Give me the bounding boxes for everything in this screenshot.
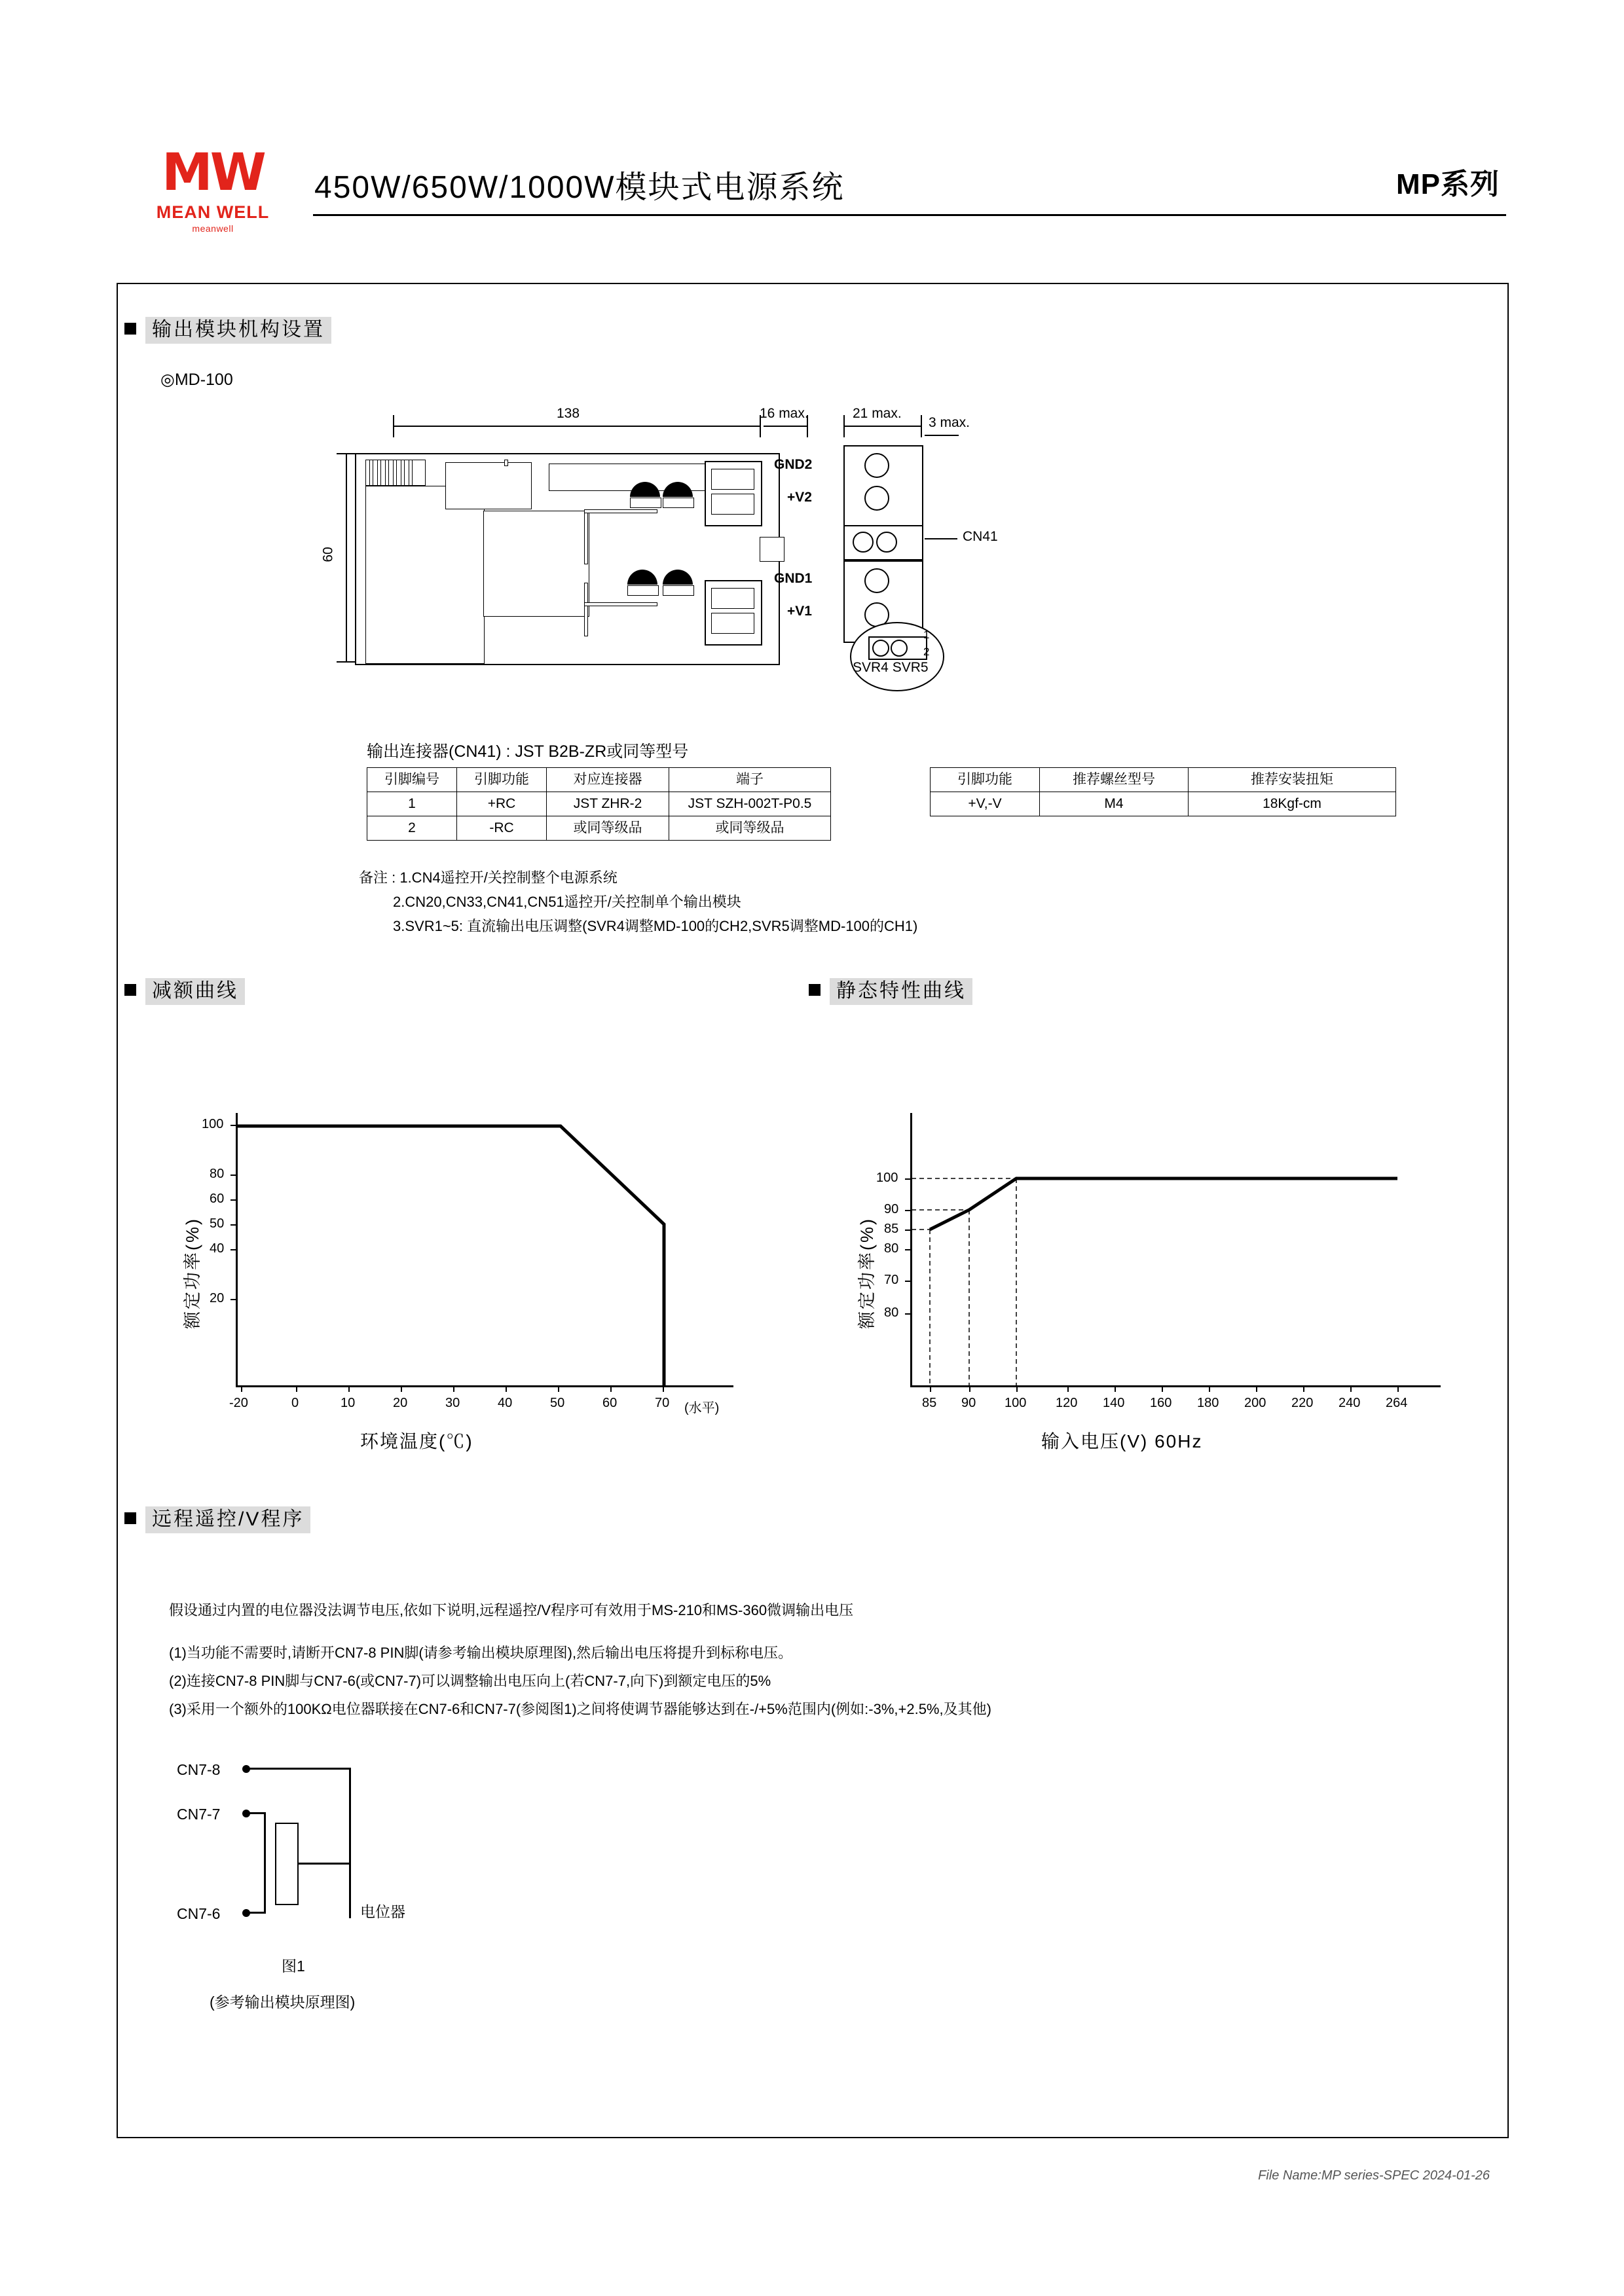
cell-r2c4: 或同等级品	[669, 816, 831, 841]
cell-t2r1c3: 18Kgf-cm	[1189, 792, 1396, 816]
screw-torque-table	[930, 767, 1396, 816]
header-divider	[313, 214, 1506, 216]
dim-tick-left	[393, 415, 394, 437]
logo-brand-name: MEAN WELL	[156, 202, 270, 222]
derating-chart	[183, 1113, 779, 1453]
mech-notes	[359, 866, 917, 938]
potentiometer-symbol	[275, 1823, 299, 1905]
y-axis-title: 额定功率(%)	[183, 1217, 202, 1329]
th-fn: 引脚功能	[931, 768, 1040, 792]
cell-r2c2: -RC	[457, 816, 547, 841]
y-axis-title: 额定功率(%)	[857, 1217, 877, 1329]
dim-tick-21l	[843, 415, 845, 437]
table-row	[931, 792, 1396, 816]
label-cn7-8: CN7-8	[177, 1761, 221, 1778]
component-a	[445, 462, 532, 509]
x-tick-264: 264	[1386, 1396, 1408, 1410]
th-torque: 推荐安装扭矩	[1189, 768, 1396, 792]
x-tick-0: 0	[291, 1396, 299, 1410]
table-row	[367, 792, 831, 816]
wire-mid	[246, 1812, 266, 1814]
label-figure-note: (参考输出模块原理图)	[210, 1994, 356, 2011]
cell-r1c4: JST SZH-002T-P0.5	[669, 792, 831, 816]
y-tick-70: 70	[884, 1273, 899, 1287]
section-heading-static	[809, 974, 972, 1003]
x-axis-title: 输入电压(V) 60Hz	[1041, 1431, 1203, 1451]
series-label: MP系列	[1396, 168, 1500, 200]
label-num2: 2	[923, 646, 930, 658]
dim-label-60: 60	[320, 547, 336, 562]
label-cn41: CN41	[963, 529, 998, 544]
screw-icon-v2	[864, 486, 889, 511]
dim-label-138: 138	[557, 406, 580, 421]
square-bullet-icon	[124, 984, 136, 996]
x-tick-160: 160	[1150, 1396, 1172, 1410]
x-tick-20: 20	[393, 1396, 408, 1410]
label-cn7-6: CN7-6	[177, 1905, 221, 1922]
x-tick-85: 85	[922, 1396, 937, 1410]
table-header-row	[931, 768, 1396, 792]
label-v2: +V2	[787, 490, 812, 505]
pcb-region-left	[365, 486, 485, 664]
cell-r1c3: JST ZHR-2	[547, 792, 669, 816]
x-tick-m20: -20	[229, 1396, 248, 1410]
note-3: 3.SVR1~5: 直流输出电压调整(SVR4调整MD-100的CH2,SVR5调整MD-100的CH1)	[393, 918, 918, 934]
section-heading-derating-label: 减额曲线	[145, 978, 245, 1005]
section-heading-derating	[124, 974, 245, 1003]
cell-r1c2: +RC	[457, 792, 547, 816]
mechanical-drawing	[320, 406, 1257, 707]
y-tick-100: 100	[202, 1117, 224, 1131]
dim-line-21	[843, 426, 921, 427]
derating-curve	[196, 1113, 779, 1421]
section-heading-remote-label: 远程遥控/V程序	[145, 1506, 310, 1533]
cell-r2c1: 2	[367, 816, 457, 841]
section-heading-remote	[124, 1503, 310, 1531]
logo-brand-sub: meanwell	[192, 223, 234, 234]
dim-line-16	[764, 426, 807, 427]
y-tick-85: 85	[884, 1222, 899, 1236]
x-tick-50: 50	[550, 1396, 565, 1410]
cell-t2r1c1: +V,-V	[931, 792, 1040, 816]
model-label-md100: ◎MD-100	[160, 371, 233, 389]
square-bullet-icon	[809, 984, 821, 996]
square-bullet-icon	[124, 323, 136, 335]
table-row	[367, 816, 831, 841]
meanwell-logo	[131, 143, 295, 234]
x-tick-140: 140	[1103, 1396, 1125, 1410]
x-tick-70: 70	[655, 1396, 670, 1410]
screw-icon-gnd1	[864, 568, 889, 593]
remote-line-1: (1)当功能不需要时,请断开CN7-8 PIN脚(请参考输出模块原理图),然后输出电压将提升到标称电压。	[169, 1645, 793, 1661]
y-tick-80b: 80	[884, 1305, 899, 1320]
wire-right	[349, 1768, 351, 1918]
dim-line-60	[346, 453, 347, 663]
cell-t2r1c2: M4	[1040, 792, 1189, 816]
th-screw: 推荐螺丝型号	[1040, 768, 1189, 792]
remote-schematic	[164, 1755, 622, 2016]
square-bullet-icon	[124, 1512, 136, 1524]
x-tick-60: 60	[602, 1396, 618, 1410]
y-tick-20: 20	[210, 1291, 225, 1305]
section-heading-mech-label: 输出模块机构设置	[145, 317, 331, 344]
x-axis-title: 环境温度(℃)	[360, 1431, 473, 1451]
label-potentiometer: 电位器	[360, 1903, 405, 1920]
screw-icon-gnd2	[864, 453, 889, 478]
th-terminal: 端子	[669, 768, 831, 792]
dim-label-21max: 21 max.	[853, 406, 902, 421]
cell-r1c1: 1	[367, 792, 457, 816]
x-tick-40: 40	[498, 1396, 513, 1410]
component-b	[483, 511, 589, 617]
wire-top	[246, 1768, 351, 1770]
th-mating: 对应连接器	[547, 768, 669, 792]
static-chart	[857, 1113, 1467, 1453]
y-tick-60: 60	[210, 1192, 225, 1206]
y-tick-80: 80	[210, 1167, 225, 1181]
cell-r2c3: 或同等级品	[547, 816, 669, 841]
section-heading-mech	[124, 313, 331, 342]
note-2: 2.CN20,CN33,CN41,CN51遥控开/关控制单个输出模块	[393, 894, 741, 910]
logo-mark: MW	[162, 143, 264, 202]
x-tick-240: 240	[1338, 1396, 1361, 1410]
static-curve	[864, 1113, 1467, 1421]
label-num1: 1	[923, 629, 930, 641]
x-tick-200: 200	[1244, 1396, 1266, 1410]
wire-left-vert	[264, 1812, 266, 1914]
dim-line-3	[925, 435, 959, 436]
table-header-row	[367, 768, 831, 792]
x-tick-90: 90	[961, 1396, 976, 1410]
dim-label-16max: 16 max.	[760, 406, 809, 421]
page-header	[118, 141, 1506, 259]
label-v1: +V1	[787, 604, 812, 619]
x-note-horizontal: (水平)	[684, 1401, 720, 1415]
page-title: 450W/650W/1000W模块式电源系统	[314, 170, 845, 205]
label-svr45: SVR4 SVR5	[853, 660, 929, 675]
connector-title: 输出连接器(CN41) : JST B2B-ZR或同等型号	[367, 742, 689, 761]
label-cn7-7: CN7-7	[177, 1806, 221, 1823]
note-1: 备注 : 1.CN4遥控开/关控制整个电源系统	[359, 869, 618, 886]
y-tick-100: 100	[876, 1171, 898, 1185]
section-heading-static-label: 静态特性曲线	[830, 978, 972, 1005]
y-tick-80a: 80	[884, 1241, 899, 1256]
y-tick-90: 90	[884, 1202, 899, 1216]
remote-line-2: (2)连接CN7-8 PIN脚与CN7-6(或CN7-7)可以调整输出电压向上(若CN7-7,向下)到额定电压的5%	[169, 1673, 771, 1689]
label-figure-1: 图1	[282, 1958, 305, 1975]
th-pin-no: 引脚编号	[367, 768, 457, 792]
cn41-leader	[925, 538, 957, 539]
th-pin-func: 引脚功能	[457, 768, 547, 792]
label-gnd1: GND1	[774, 571, 813, 586]
x-tick-100: 100	[1005, 1396, 1027, 1410]
y-tick-50: 50	[210, 1216, 225, 1231]
remote-line-3: (3)采用一个额外的100KΩ电位器联接在CN7-6和CN7-7(参阅图1)之间将使调节器能够达到在-/+5%范围内(例如:-3%,+2.5%,及其他)	[169, 1701, 991, 1717]
x-tick-30: 30	[445, 1396, 460, 1410]
dim-line-138	[393, 426, 760, 427]
x-tick-10: 10	[341, 1396, 356, 1410]
x-tick-220: 220	[1291, 1396, 1314, 1410]
connector-pin-table	[367, 767, 831, 841]
dim-label-3max: 3 max.	[929, 415, 970, 430]
y-tick-40: 40	[210, 1241, 225, 1256]
x-tick-180: 180	[1197, 1396, 1219, 1410]
wire-bottom	[246, 1912, 266, 1914]
x-tick-120: 120	[1056, 1396, 1078, 1410]
label-gnd2: GND2	[774, 457, 813, 472]
wire-wiper	[295, 1863, 351, 1865]
remote-intro: 假设通过内置的电位器没法调节电压,依如下说明,远程遥控/V程序可有效用于MS-210和MS-360微调输出电压	[169, 1602, 854, 1618]
dim-tick-21r	[921, 415, 922, 437]
footer-filename: File Name:MP series-SPEC 2024-01-26	[1258, 2168, 1490, 2183]
